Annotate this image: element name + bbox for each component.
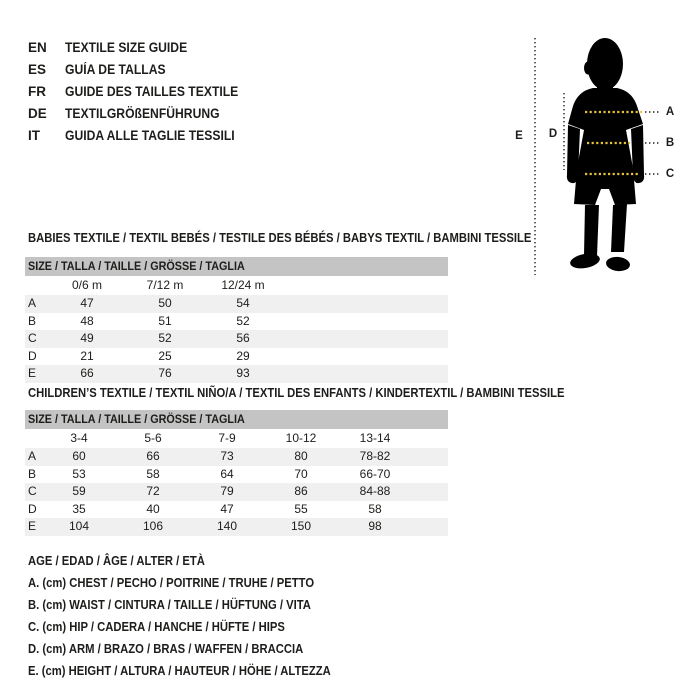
cell: 93 (236, 366, 250, 380)
cell: 64 (220, 466, 234, 481)
row-label: C (28, 331, 37, 345)
cell: 35 (72, 501, 86, 516)
cell: 76 (158, 366, 172, 380)
hip-label: C (665, 168, 675, 180)
row-label: C (28, 484, 37, 498)
lang-row-de (28, 102, 258, 124)
cell: 49 (80, 331, 94, 345)
cell: 86 (294, 484, 308, 498)
row-label: B (28, 313, 37, 328)
table-row (25, 330, 448, 348)
row-label: E (28, 519, 37, 533)
legend-chest: A. (cm) CHEST / PECHO / POITRINE / TRUHE / PETTO (28, 576, 315, 590)
right-shoe (605, 256, 630, 272)
children-size-table (25, 410, 448, 536)
cell: 84-88 (359, 484, 391, 498)
cell: 72 (146, 484, 160, 498)
cell: 58 (368, 501, 382, 516)
row-label: D (28, 501, 37, 516)
cell: 66-70 (359, 466, 391, 481)
cell: 54 (236, 296, 250, 310)
cell: 48 (80, 313, 94, 328)
legend-arm: D. (cm) ARM / BRAZO / BRAS / WAFFEN / BRACCIA (28, 642, 304, 656)
cell: 53 (72, 466, 86, 481)
cell: 29 (236, 348, 250, 363)
babies-section-title: BABIES TEXTILE / TEXTIL BEBÉS / TESTILE DES BÉBÉS / BABYS TEXTIL / BAMBINI TESSILE (28, 231, 532, 245)
column-header: 10-12 (285, 431, 317, 445)
cell: 104 (68, 519, 90, 533)
column-header: 5-6 (144, 431, 162, 445)
cell: 21 (80, 348, 94, 363)
row-label: A (28, 296, 37, 310)
arm-label: D (548, 128, 558, 140)
lang-label: GUÍA DE TALLAS (65, 61, 166, 77)
lang-code: EN (28, 39, 47, 55)
lang-label: GUIDA ALLE TAGLIE TESSILI (65, 127, 235, 143)
right-leg (611, 204, 627, 252)
babies-size-header-bar: SIZE / TALLA / TAILLE / GRÖSSE / TAGLIA (25, 257, 448, 276)
legend-age: AGE / EDAD / ÂGE / ALTER / ETÀ (28, 554, 205, 568)
lang-row-it (28, 124, 258, 146)
cell: 56 (236, 331, 250, 345)
lang-label: TEXTILGRÖßENFÜHRUNG (65, 105, 220, 121)
babies-column-header-row (25, 276, 448, 295)
row-label: B (28, 466, 37, 481)
table-row (25, 466, 448, 484)
table-row (25, 365, 448, 383)
column-header: 13-14 (359, 431, 391, 445)
column-header: 7-9 (218, 431, 236, 445)
lang-code: ES (28, 61, 47, 77)
lang-code: DE (28, 105, 47, 121)
lang-row-en (28, 36, 258, 58)
lang-label: GUIDE DES TAILLES TEXTILE (65, 83, 239, 99)
height-label: E (515, 130, 523, 142)
cell: 50 (158, 296, 172, 310)
table-row (25, 348, 448, 366)
children-section-title: CHILDREN’S TEXTILE / TEXTIL NIÑO/A / TEXTIL DES ENFANTS / KINDERTEXTIL / BAMBINI TESSILE (28, 386, 565, 400)
lang-code: IT (28, 127, 40, 143)
legend-hip: C. (cm) HIP / CADERA / HANCHE / HÜFTE / HIPS (28, 620, 285, 634)
cell: 47 (80, 296, 94, 310)
table-row (25, 501, 448, 519)
cell: 66 (80, 366, 94, 380)
lang-row-es (28, 58, 258, 80)
ear (584, 62, 592, 75)
lang-label: TEXTILE SIZE GUIDE (65, 39, 188, 55)
column-header: 0/6 m (71, 278, 102, 292)
lang-row-fr (28, 80, 258, 102)
column-header: 3-4 (70, 431, 88, 445)
cell: 58 (146, 466, 160, 481)
legend-waist: B. (cm) WAIST / CINTURA / TAILLE / HÜFTUNG / VITA (28, 598, 311, 612)
babies-size-table (25, 257, 448, 383)
cell: 59 (72, 484, 86, 498)
column-header: 12/24 m (221, 278, 265, 292)
cell: 73 (220, 449, 234, 463)
row-label: A (28, 449, 37, 463)
cell: 25 (158, 348, 172, 363)
cell: 66 (146, 449, 160, 463)
children-size-header-bar: SIZE / TALLA / TAILLE / GRÖSSE / TAGLIA (25, 410, 448, 429)
column-header: 7/12 m (146, 278, 184, 292)
torso (568, 88, 643, 168)
row-label: E (28, 366, 37, 380)
cell: 98 (368, 519, 382, 533)
table-row (25, 313, 448, 331)
cell: 78-82 (359, 449, 391, 463)
cell: 150 (290, 519, 312, 533)
language-list (28, 36, 258, 146)
cell: 79 (220, 484, 234, 498)
legend-height: E. (cm) HEIGHT / ALTURA / HAUTEUR / HÖHE / ALTEZZA (28, 664, 331, 678)
table-row (25, 518, 448, 536)
cell: 106 (142, 519, 164, 533)
table-row (25, 483, 448, 501)
lang-code: FR (28, 83, 46, 99)
cell: 55 (294, 501, 308, 516)
cell: 47 (220, 501, 234, 516)
cell: 80 (294, 449, 308, 463)
table-row (25, 448, 448, 466)
cell: 60 (72, 449, 86, 463)
cell: 70 (294, 466, 308, 481)
waist-label: B (665, 137, 675, 149)
cell: 140 (216, 519, 238, 533)
row-label: D (28, 348, 37, 363)
table-row (25, 295, 448, 313)
cell: 52 (236, 313, 250, 328)
measurement-legend (28, 550, 364, 682)
cell: 40 (146, 501, 160, 516)
chest-label: A (665, 106, 675, 118)
children-column-header-row (25, 429, 448, 448)
cell: 52 (158, 331, 172, 345)
cell: 51 (158, 313, 172, 328)
